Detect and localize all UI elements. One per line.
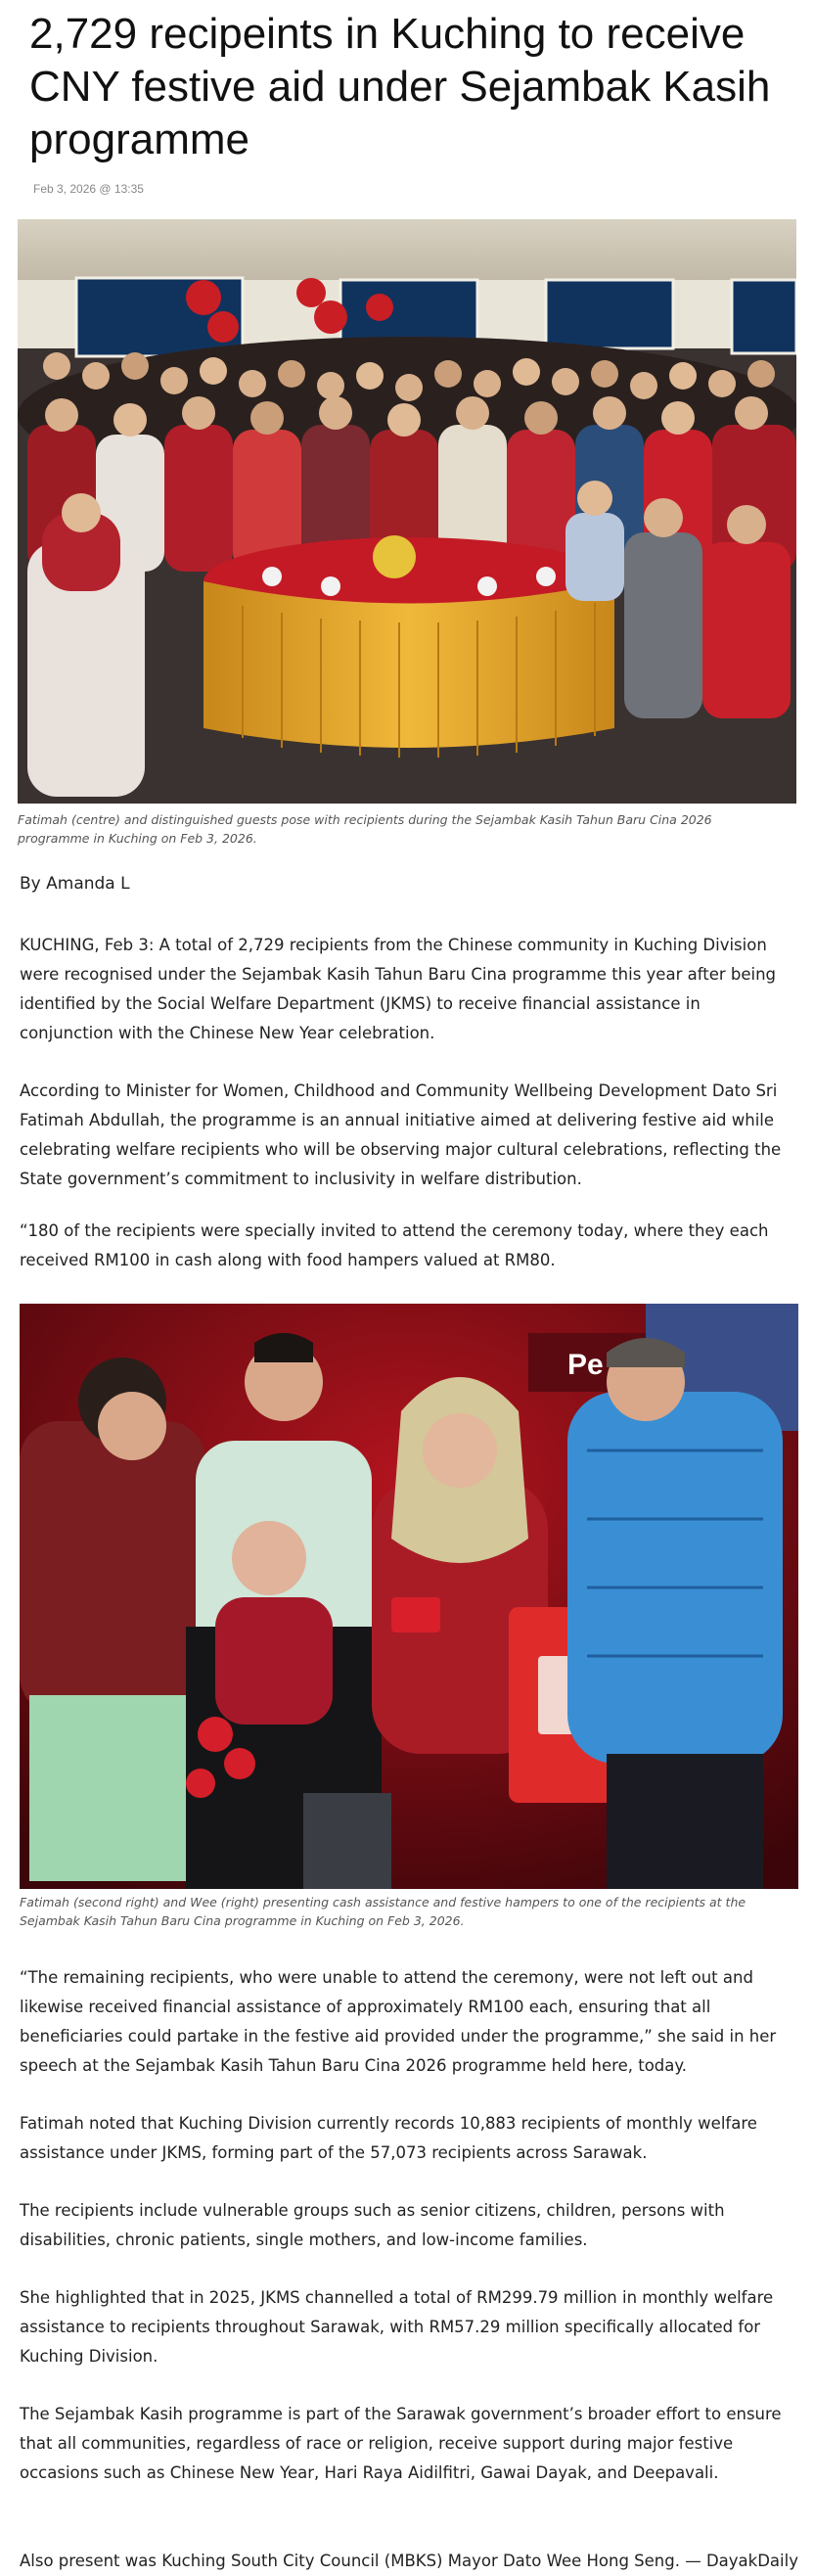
article-paragraph: Fatimah noted that Kuching Division currently records 10,883 recipients of monthly welfare assistance under JKMS, forming part of the 57,073 recipients across Sarawak.	[20, 2114, 757, 2162]
article-paragraph: Also present was Kuching South City Council (MBKS) Mayor Dato Wee Hong Seng. — DayakDaily	[20, 2552, 798, 2570]
article-paragraph: The Sejambak Kasih programme is part of the Sarawak government’s broader effort to ensure that all communities, regardless of race or religion, receive support during major festive occasions such as Chinese New Year, Hari Raya Aidilfitri, Gawai Dayak, and Deepavali.	[20, 2405, 782, 2482]
article-title: 2,729 recipeints in Kuching to receive CNY festive aid under Sejambak Kasih programme	[29, 10, 771, 163]
group-photo-illustration	[18, 219, 796, 804]
presentation-photo-illustration	[20, 1304, 798, 1889]
article-paragraph: “180 of the recipients were specially invited to attend the ceremony today, where they each received RM100 in cash along with food hampers valued at RM80.	[20, 1221, 769, 1269]
article-paragraph: The recipients include vulnerable groups such as senior citizens, children, persons with disabilities, chronic patients, single mothers, and low-income families.	[20, 2201, 725, 2249]
backdrop-text: Pe	[567, 1349, 604, 1381]
article-paragraph: She highlighted that in 2025, JKMS channelled a total of RM299.79 million in monthly welfare assistance to recipients throughout Sarawak, with RM57.29 million specifically allocated for Kuching Division.	[20, 2288, 774, 2366]
group-photo-caption: Fatimah (centre) and distinguished guests pose with recipients during the Sejambak Kasih Tahun Baru Cina 2026 programme in Kuching on Feb 3, 2026.	[18, 812, 712, 846]
article-paragraph: KUCHING, Feb 3: A total of 2,729 recipients from the Chinese community in Kuching Division were recognised under the Sejambak Kasih Tahun Baru Cina programme this year after being identified by the Social Welfare Department (JKMS) to receive financial assistance in conjunction with the Chinese New Year celebration.	[20, 936, 777, 1042]
presentation-photo[interactable]	[20, 1304, 798, 1889]
article-paragraph: “The remaining recipients, who were unable to attend the ceremony, were not left out and likewise received financial assistance of approximately RM100 each, ensuring that all beneficiaries could partake in the festive aid provided under the programme,” she said in her speech at the Sejambak Kasih Tahun Baru Cina 2026 programme held here, today.	[20, 1968, 777, 2075]
presentation-photo-caption: Fatimah (second right) and Wee (right) presenting cash assistance and festive hampers to one of the recipients at the Sejambak Kasih Tahun Baru Cina programme in Kuching on Feb 3, 2026.	[20, 1895, 746, 1928]
author-byline: By Amanda L	[20, 874, 130, 894]
publish-date: Feb 3, 2026 @ 13:35	[33, 182, 144, 196]
article-paragraph: According to Minister for Women, Childhood and Community Wellbeing Development Dato Sri Fatimah Abdullah, the programme is an annual initiative aimed at delivering festive aid while celebrating welfare recipients who will be observing major cultural celebrations, reflecting the State government’s commitment to inclusivity in welfare distribution.	[20, 1081, 782, 1188]
group-photo[interactable]	[18, 219, 796, 804]
